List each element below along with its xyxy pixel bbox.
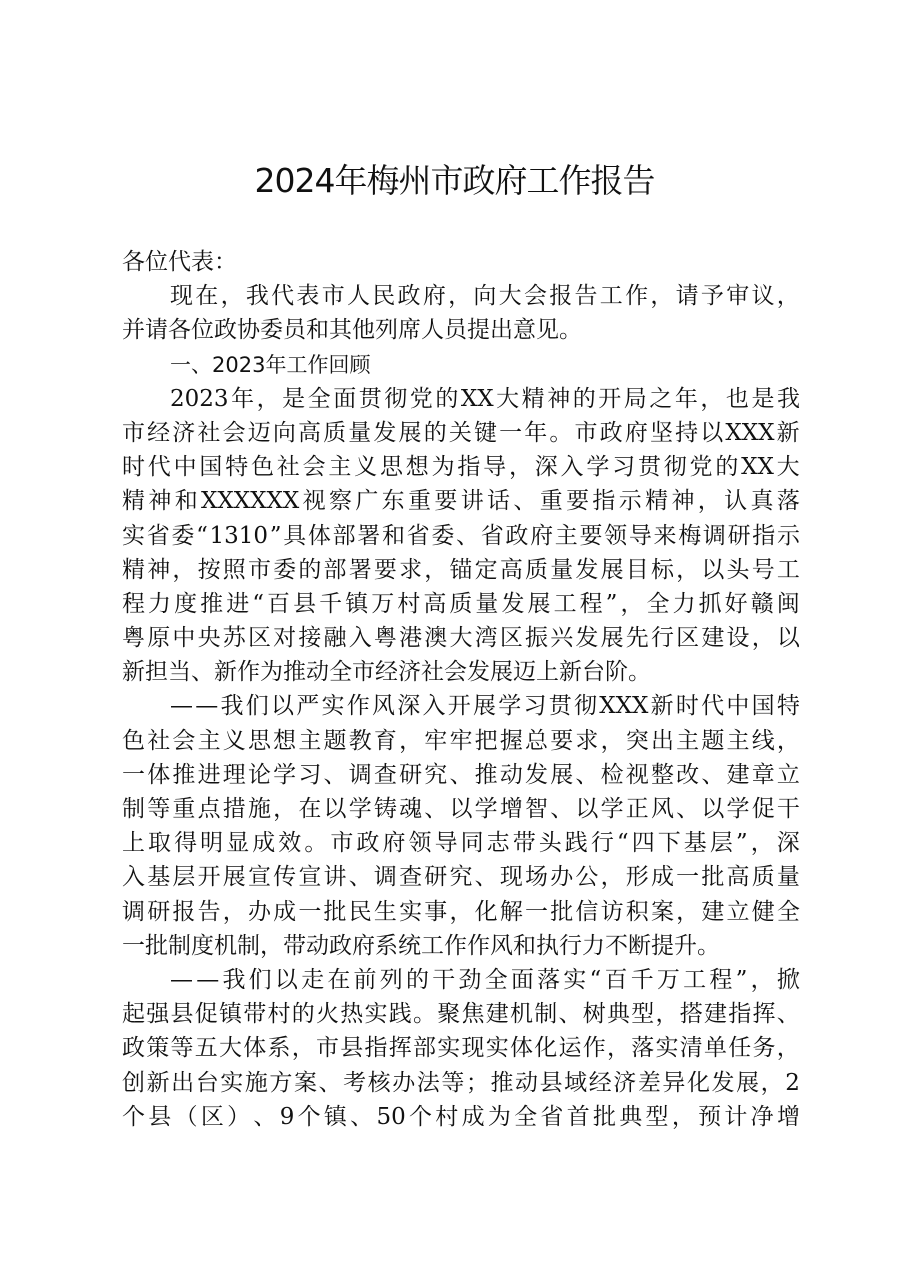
paragraph-line: 上 取 得 明 显 成 效 。 市 政 府 领 导 同 志 带 头 践 行 “ 四 下 基 层 ” ， 深 <box>122 830 800 857</box>
paragraph-line: 色 社 会 主 义 思 想 主 题 教 育 ， 牢 牢 把 握 总 要 求 ， 突 出 主 题 主 线 ， <box>122 727 800 754</box>
paragraph-line: 现 在 ， 我 代 表 市 人 民 政 府 ， 向 大 会 报 告 工 作 ， 请 予 审 议 ， <box>170 283 800 310</box>
paragraph-line: 起 强 县 促 镇 带 村 的 火 热 实 践 。 聚 焦 建 机 制 、 树 典 型 ， 搭 建 指 挥 、 <box>122 1001 800 1028</box>
paragraph-line: 一 体 推 进 理 论 学 习 、 调 查 研 究 、 推 动 发 展 、 检 视 整 改 、 建 章 立 <box>122 761 800 788</box>
paragraph-line: 精 神 ， 按 照 市 委 的 部 署 要 求 ， 锚 定 高 质 量 发 展 目 标 ， 以 头 号 工 <box>122 556 800 583</box>
paragraph-line: 入 基 层 开 展 宣 传 宣 讲 、 调 查 研 究 、 现 场 办 公 ， 形 成 一 批 高 质 量 <box>122 864 800 891</box>
paragraph-line: 粤 原 中 央 苏 区 对 接 融 入 粤 港 澳 大 湾 区 振 兴 发 展 先 行 区 建 设 ， 以 <box>122 625 800 652</box>
paragraph-line: — — 我 们 以 走 在 前 列 的 干 劲 全 面 落 实 “ 百 千 万 工 程 ” ， 掀 <box>170 966 800 993</box>
paragraph-line: 政 策 等 五 大 体 系 ， 市 县 指 挥 部 实 现 实 体 化 运 作 ， 落 实 清 单 任 务 ， <box>122 1035 800 1062</box>
paragraph-line: 程 力 度 推 进 “ 百 县 千 镇 万 村 高 质 量 发 展 工 程 ” ， 全 力 抓 好 赣 闽 <box>122 590 800 617</box>
paragraph-line: 新担当、新作为推动全市经济社会发展迈上新台阶。 <box>122 659 651 686</box>
paragraph-line: 制 等 重 点 措 施 ， 在 以 学 铸 魂 、 以 学 增 智 、 以 学 正 风 、 以 学 促 干 <box>122 796 800 822</box>
paragraph-line: 精 神 和 XXXXXX 视 察 广 东 重 要 讲 话 、 重 要 指 示 精 神 ， 认 真 落 <box>122 488 800 515</box>
section-heading: 一、2023年工作回顾 <box>170 352 371 377</box>
paragraph-line: 调 研 报 告 ， 办 成 一 批 民 生 实 事 ， 化 解 一 批 信 访 积 案 ， 建 立 健 全 <box>122 898 800 925</box>
salutation: 各位代表： <box>122 249 237 275</box>
paragraph-line: 一批制度机制，带动政府系统工作作风和执行力不断提升。 <box>122 932 720 959</box>
paragraph-line: 时 代 中 国 特 色 社 会 主 义 思 想 为 指 导 ， 深 入 学 习 贯 彻 党 的 XX 大 <box>122 454 800 481</box>
paragraph-line: 创 新 出 台 实 施 方 案 、 考 核 办 法 等 ； 推 动 县 域 经 济 差 异 化 发 展 ， 2 <box>122 1069 800 1096</box>
paragraph-line: 2023 年 ， 是 全 面 贯 彻 党 的 XX 大 精 神 的 开 局 之 年 ， 也 是 我 <box>170 385 800 412</box>
paragraph-line: 个 县 （ 区 ） 、 9 个 镇 、 50 个 村 成 为 全 省 首 批 典 型 ， 预 计 净 增 <box>122 1103 800 1130</box>
document-body <box>122 245 800 1134</box>
paragraph-line: 并请各位政协委员和其他列席人员提出意见。 <box>122 317 582 344</box>
paragraph-line: 市 经 济 社 会 迈 向 高 质 量 发 展 的 关 键 一 年 。 市 政 府 坚 持 以 XXX 新 <box>122 419 800 446</box>
paragraph-line: 实 省 委 “ 1310 ” 具 体 部 署 和 省 委 、 省 政 府 主 要 领 导 来 梅 调 研 指 示 <box>122 522 800 549</box>
paragraph-line: — — 我 们 以 严 实 作 风 深 入 开 展 学 习 贯 彻 XXX 新 时 代 中 国 特 <box>170 693 800 720</box>
document-title: 2024年梅州市政府工作报告 <box>254 161 655 200</box>
